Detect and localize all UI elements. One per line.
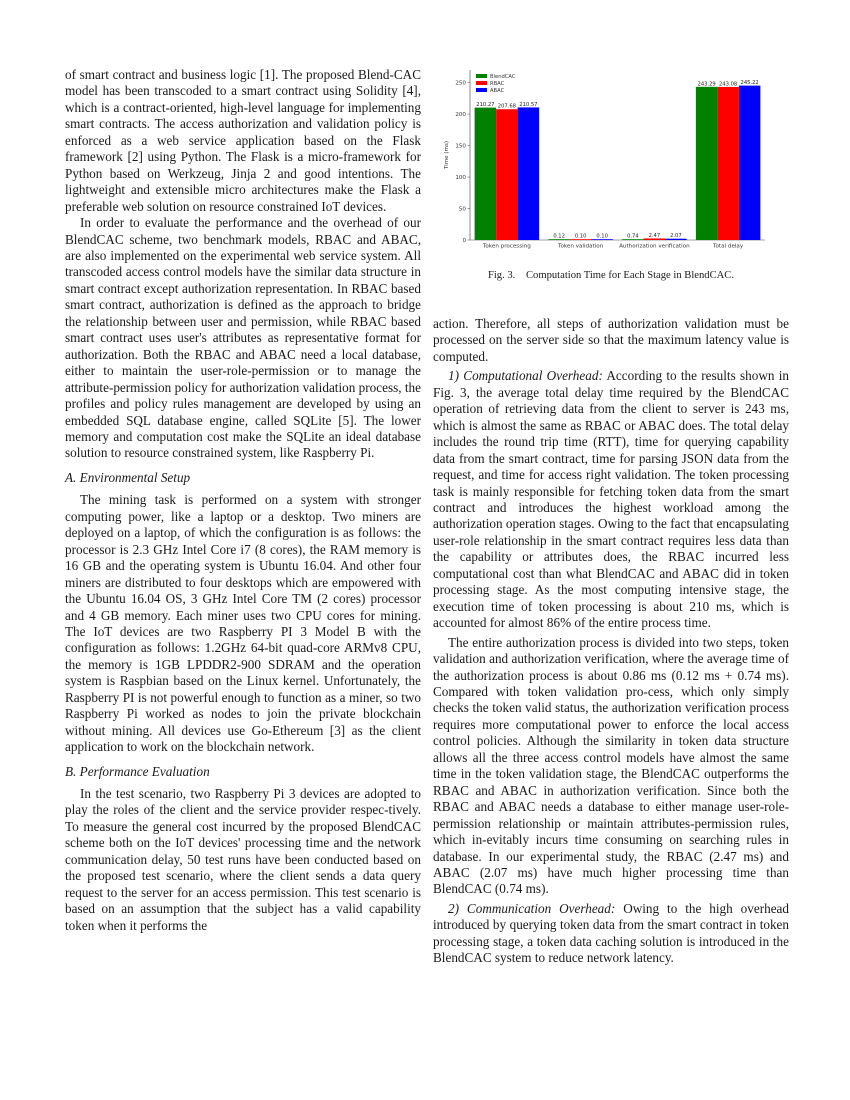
figure-caption xyxy=(433,270,789,281)
section-heading-environmental-setup: A. Environmental Setup xyxy=(65,469,191,485)
paragraph: The entire authorization process is divided into two steps, token validation and authorization verification, where the average time of the authorization process is about 0.86 ms (0.12 ms + 0.74 ms). Compared with token validation pro-cess, which only simply checks the token valid status, the authorization verification process requires more computational power to enforce the local access control policies. Although the similarity in token data structure allows all the three access control models have almost the same time in the token validation stage, the BlendCAC outperforms the RBAC and ABAC in authorization verification. Since both the RBAC and ABAC needs a database to either manage user-role-permission relationship or maintain attributes-permission rules, which in-evitably incurs time consuming on searching rules in database. In our experimental study, the RBAC (2.47 ms) and ABAC (2.07 ms) have much higher processing time than BlendCAC (0.74 ms). xyxy=(433,634,789,897)
y-tick-label: 200 xyxy=(455,112,466,119)
legend-label: RBAC xyxy=(490,81,505,87)
paragraph-text: Owing to the high overhead introduced by querying token data from the smart contract in token processing stage, a token data caching solution is introduced in the BlendCAC system to reduce network latency. xyxy=(433,900,789,966)
bar-value-label: 0.74 xyxy=(627,233,639,240)
paragraph: of smart contract and business logic [1]. The proposed Blend-CAC model has been transcoded to a smart contract using Solidity [4], which is a contract-oriented, high-level language for implementing smart contracts. The access authorization and validation policy is enforced as a web service application based on the Flask framework [2] using Python. The Flask is a micro-framework for Python based on Werkzeug, Jinja 2 and good intentions. The lightweight and extensible micro architectures make the Flask a preferable web solution on resource constrained IoT devices. xyxy=(65,67,421,214)
bar-chart xyxy=(440,68,770,258)
legend-swatch-blendcac xyxy=(476,74,487,78)
bar-value-label: 243.08 xyxy=(719,81,738,88)
subsection-runin-heading: 2) Communication Overhead: xyxy=(448,900,616,916)
figure-3 xyxy=(440,68,770,258)
x-tick-label: Total delay xyxy=(713,243,744,250)
caption-label: Fig. 3. xyxy=(487,270,516,281)
bar-rbac xyxy=(717,87,739,240)
x-tick-label: Token validation xyxy=(558,243,604,250)
bar-value-label: 0.12 xyxy=(553,233,565,240)
bar-rbac xyxy=(496,109,518,240)
caption-text: Computation Time for Each Stage in BlendCAC. xyxy=(525,270,735,281)
bar-value-label: 2.07 xyxy=(670,233,682,240)
left-column xyxy=(65,67,421,934)
bar-value-label: 245.22 xyxy=(740,80,759,87)
paragraph: In the test scenario, two Raspberry Pi 3 devices are adopted to play the roles of the client and the service provider respec-tively. To measure the general cost incurred by the proposed BlendCAC scheme both on the IoT devices' processing time and the network communication delay, 50 test runs have been conducted based on the proposed test scenario, where the client sends a data query request to the server for an access permission. This test scenario is based on an assumption that the subject has a valid capability token when it performs the xyxy=(65,786,421,933)
bar-abac xyxy=(518,107,540,240)
y-tick-label: 0 xyxy=(462,238,466,244)
paragraph: The mining task is performed on a system with stronger computing power, like a laptop or a desktop. Two miners are deployed on a laptop, of which the configuration is as follows: the processor is 2.3 GHz Intel Core i7 (8 cores), the RAM memory is 16 GB and the operating system is Ubuntu 16.04. And other four miners are distributed to four desktops which are empowered with the Ubuntu 16.04 OS, 3 GHz Intel Core TM (2 cores) processor and 4 GB memory. Each miner uses two CPU cores for mining. The IoT devices are two Raspberry PI 3 Model B with the configuration as follows: 1.2GHz 64-bit quad-core ARMv8 CPU, the memory is 1GB LPDDR2-900 SDRAM and the operation system is Raspbian based on the Linux kernel. Unfortunately, the Raspberry PI is not powerful enough to function as a miner, so two Raspberry Pi worked as nodes to join the private blockchain without mining. All devices use Go-Ethereum [3] as the client application to work on the blockchain network. xyxy=(65,492,421,755)
legend-swatch-abac xyxy=(476,88,487,92)
x-tick-label: Authorization verification xyxy=(619,243,690,250)
legend-label: BlendCAC xyxy=(490,74,516,80)
bar-value-label: 210.57 xyxy=(519,101,538,108)
subsection-runin-heading: 1) Computational Overhead: xyxy=(448,368,603,384)
bar-abac xyxy=(739,86,761,240)
legend-label: ABAC xyxy=(490,88,505,94)
paragraph-text: According to the results shown in Fig. 3, the average total delay time required by the BlendCAC operation of retrieving data from the client to server is 243 ms, which is almost the same as RBAC or ABAC does. The total delay includes the round trip time (RTT), time for querying capability data from the smart contract, time for parsing JSON data from the request, and time for access right validation. The token processing task is mainly responsible for fetching token data from the smart contract and introduces the highest workload among the authorization operation stages. Owing to the fact that encapsulating user-role relationship in the smart contract requires less data than the capability or attributes does, the RBAC incurred less computational cost than what BlendCAC and ABAC did in token processing stage. As the most computing intensive stage, the execution time of token processing is about 210 ms, which is accounted for almost 86% of the entire process time. xyxy=(433,368,789,631)
paragraph-computational-overhead xyxy=(433,368,789,631)
y-tick-label: 50 xyxy=(458,206,466,213)
paragraph-communication-overhead xyxy=(433,901,789,967)
legend-swatch-rbac xyxy=(476,81,487,85)
bar-value-label: 0.10 xyxy=(596,233,608,240)
section-heading-performance-evaluation: B. Performance Evaluation xyxy=(65,763,210,779)
bar-value-label: 243.29 xyxy=(697,81,716,88)
y-tick-label: 250 xyxy=(455,80,466,87)
paragraph: action. Therefore, all steps of authorization validation must be processed on the server side so that the maximum latency value is computed. xyxy=(433,316,789,364)
x-tick-label: Token processing xyxy=(482,243,531,250)
y-tick-label: 100 xyxy=(455,175,466,182)
y-tick-label: 150 xyxy=(455,143,466,150)
right-column xyxy=(433,316,789,967)
bar-blendcac xyxy=(475,108,497,240)
bar-blendcac xyxy=(696,87,718,240)
bar-value-label: 0.10 xyxy=(574,233,587,240)
bar-value-label: 207.68 xyxy=(497,103,516,110)
bar-value-label: 2.47 xyxy=(648,232,661,239)
bar-value-label: 210.27 xyxy=(476,102,495,109)
y-axis-label: Time (ms) xyxy=(444,140,450,170)
paragraph: In order to evaluate the performance and the overhead of our BlendCAC scheme, two benchmark models, RBAC and ABAC, are also implemented on the experimental web service system. All transcoded access control models have the similar data structure in smart contract except authorization representation. In RBAC based smart contract, authorization is defined as the approach to bridge the relationship between user and permission, while RBAC based smart contract uses user's attributes as representative format for authorization. Both the RBAC and ABAC need a local database, either to maintain the user-role-permission or to manage the attribute-permission policy for authorization validation process, the profiles and policy rules management are developed by using an embedded SQL database engine, called SQLite [5]. The lower memory and computation cost make the SQLite an ideal database solution to resource constrained system, like Raspberry Pi. xyxy=(65,215,421,461)
